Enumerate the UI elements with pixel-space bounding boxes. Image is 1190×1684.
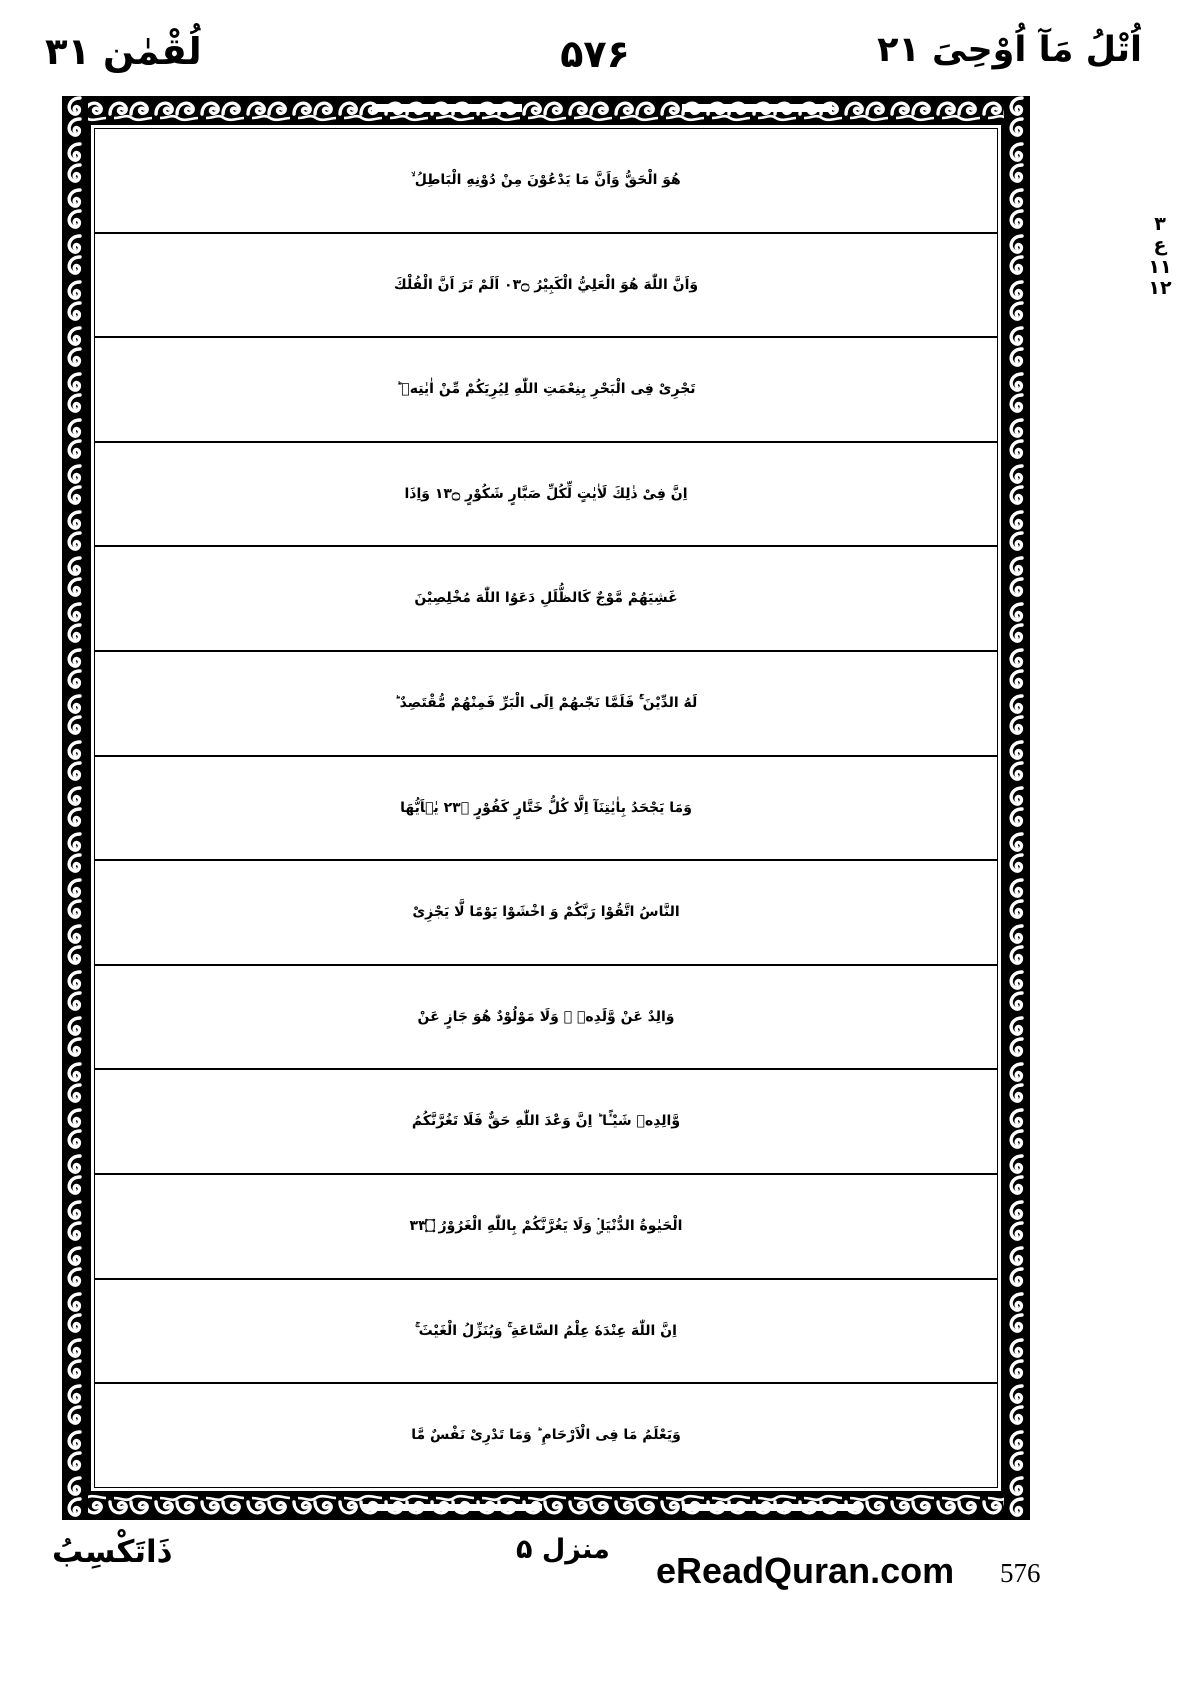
line-6: لَهُ الدِّيْنَ ۚ۬ فَلَمَّا نَجّٰىهُمْ اِلَى الْبَرِّ فَمِنْهُمْ مُّقْتَصِدٌ ؕ (394, 695, 698, 711)
frame-ornament-right (1004, 96, 1030, 1520)
ruku-verses-count: ١١ (1148, 255, 1172, 278)
quran-line (95, 1384, 997, 1487)
frame-ornament-top (62, 96, 1030, 122)
quran-line (95, 757, 997, 862)
frame-ornament-bottom (62, 1494, 1030, 1520)
quran-text-lines (95, 129, 997, 1487)
frame-ornament-left (62, 96, 88, 1520)
line-11: الْحَيٰوةُ الدُّنْيَا ۣ۬ وَلَا يَغُرَّنَّكُمْ بِاللّٰهِ الْغَرُوْرُ ۝٣٣ (409, 1218, 683, 1235)
ornamental-frame (62, 96, 1030, 1520)
line-3: تَجْرِىْ فِى الْبَحْرِ بِنِعْمَتِ اللّٰهِ لِيُرِيَكُمْ مِّنْ اٰيٰتِهٖ ؕ (396, 381, 696, 398)
footer-page-number: 576 (1000, 1558, 1041, 1588)
line-7: وَمَا يَجْحَدُ بِاٰيٰتِنَآ اِلَّا كُلُّ خَتَّارٍ كَفُوْرٍ ۝٣٢ يٰۤاَيُّهَا (400, 799, 692, 816)
surah-name-label: لُقْمٰن ٣١ (45, 30, 202, 73)
quran-line (95, 234, 997, 339)
quran-line (95, 1175, 997, 1280)
page-header (0, 28, 1190, 90)
quran-line (95, 652, 997, 757)
quran-line (95, 547, 997, 652)
quran-line (95, 966, 997, 1071)
text-frame-outer-rule (88, 122, 1004, 1494)
quran-line (95, 338, 997, 443)
line-10: وَّالِدِهٖ شَيْـًٔا ؕ اِنَّ وَعْدَ اللّٰهِ حَقٌّ فَلَا تَغُرَّنَّكُمُ (411, 1113, 681, 1130)
juz-name-label: اُتْلُ مَآ اُوْحِیَ ٢١ (877, 30, 1142, 70)
text-frame-inner-rule (94, 128, 998, 1488)
quran-line (95, 861, 997, 966)
quran-line (95, 129, 997, 234)
line-1: هُوَ الْحَقُّ وَاَنَّ مَا يَدْعُوْنَ مِنْ دُوْنِهِ الْبَاطِلُ ۙ (411, 171, 681, 188)
catchword: ذَاتَكْسِبُ (52, 1534, 173, 1570)
ruku-total: ١٢ (1148, 276, 1172, 299)
ruku-number: ٣ (1154, 213, 1166, 235)
ruku-marker (1134, 214, 1186, 299)
quran-line (95, 1070, 997, 1175)
line-12: اِنَّ اللّٰهَ عِنْدَهٗ عِلْمُ السَّاعَةِ ۚ وَيُنَزِّلُ الْغَيْثَ ۚ (415, 1322, 677, 1339)
line-4: اِنَّ فِىْ ذٰلِكَ لَاٰيٰتٍ لِّكُلِّ صَبَّارٍ شَكُوْرٍ ۝٣١ وَاِذَا (404, 485, 688, 502)
line-2: وَاَنَّ اللّٰهَ هُوَ الْعَلِيُّ الْكَبِيْرُ ۝٣٠ اَلَمْ تَرَ اَنَّ الْفُلْكَ (393, 276, 699, 293)
quran-line (95, 443, 997, 548)
line-13: وَيَعْلَمُ مَا فِى الْاَرْحَامِ ؕ وَمَا تَدْرِىْ نَفْسٌ مَّا (411, 1427, 681, 1444)
page-number-arabic: ۵۷۶ (560, 32, 630, 76)
line-9: وَالِدٌ عَنْ وَّلَدِهٖ ۣ وَلَا مَوْلُوْدٌ هُوَ جَازٍ عَنْ (417, 1008, 675, 1025)
ayn-symbol-icon: ع (1153, 234, 1167, 257)
quran-line (95, 1280, 997, 1385)
line-5: غَشِيَهُمْ مَّوْجٌ كَالظُّلَلِ دَعَوُا اللّٰهَ مُخْلِصِيْنَ (414, 590, 678, 607)
page-footer (0, 1528, 1190, 1668)
manzil-label: منزل ۵ (516, 1534, 610, 1565)
site-watermark: eReadQuran.com (656, 1550, 955, 1591)
line-8: النَّاسُ اتَّقُوْا رَبَّكُمْ وَ اخْشَوْا يَوْمًا لَّا يَجْزِىْ (412, 904, 680, 921)
